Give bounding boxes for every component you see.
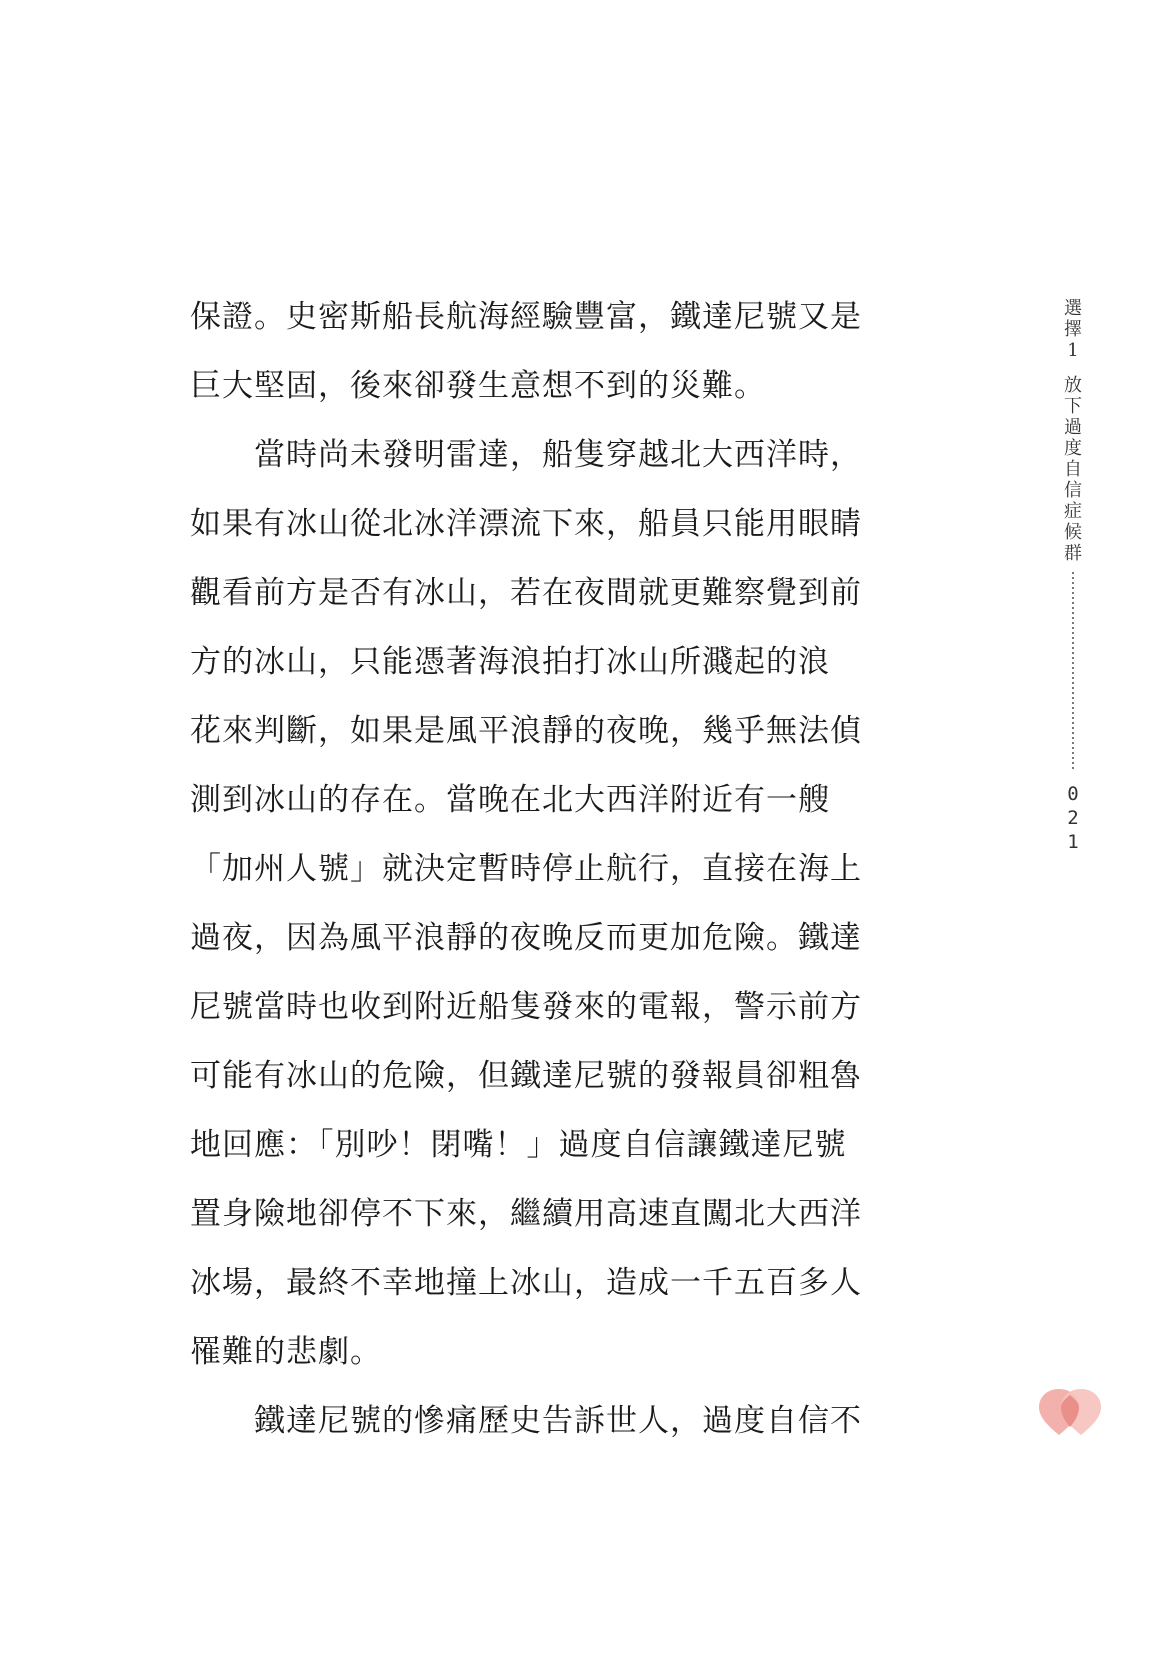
- body-line: 冰場，最終不幸地撞上冰山，造成一千五百多人: [190, 1265, 862, 1301]
- running-head-char: 1: [1067, 340, 1079, 361]
- body-line: 尼號當時也收到附近船隻發來的電報，警示前方: [190, 989, 862, 1025]
- running-head-char: 信: [1064, 480, 1082, 501]
- running-head-char: 1: [1067, 831, 1079, 853]
- running-head-char: 0: [1067, 783, 1079, 805]
- body-line: 測到冰山的存在。當晚在北大西洋附近有一艘: [190, 782, 830, 818]
- running-head-char: 擇: [1064, 319, 1082, 340]
- body-line: 可能有冰山的危險，但鐵達尼號的發報員卻粗魯: [190, 1058, 862, 1094]
- chapter-title: [1058, 375, 1088, 564]
- heart-icon: [1035, 1383, 1105, 1439]
- running-head-char: 下: [1064, 396, 1082, 417]
- body-line: 當時尚未發明雷達，船隻穿越北大西洋時，: [254, 437, 862, 473]
- running-head-char: 2: [1067, 807, 1079, 829]
- body-line: 鐵達尼號的慘痛歷史告訴世人，過度自信不: [254, 1403, 862, 1439]
- running-head-char: 自: [1064, 459, 1082, 480]
- running-head-char: 候: [1064, 522, 1082, 543]
- body-line: 地回應：「別吵！閉嘴！」過度自信讓鐵達尼號: [190, 1127, 847, 1163]
- running-head: [1058, 298, 1088, 854]
- body-text: [190, 283, 880, 1456]
- body-line: 置身險地卻停不下來，繼續用高速直闖北大西洋: [190, 1196, 862, 1232]
- body-line: 方的冰山，只能憑著海浪拍打冰山所濺起的浪: [190, 644, 830, 680]
- running-head-char: 度: [1064, 438, 1082, 459]
- running-head-char: 選: [1064, 298, 1082, 319]
- running-head-char: 放: [1064, 375, 1082, 396]
- running-head-char: 群: [1064, 543, 1082, 564]
- body-line: 過夜，因為風平浪靜的夜晚反而更加危險。鐵達: [190, 920, 862, 956]
- page-number: [1058, 782, 1088, 854]
- body-line: 罹難的悲劇。: [190, 1334, 382, 1370]
- body-line: 「加州人號」就決定暫時停止航行，直接在海上: [190, 851, 862, 887]
- body-line: 如果有冰山從北冰洋漂流下來，船員只能用眼睛: [190, 506, 862, 542]
- body-line: 花來判斷，如果是風平浪靜的夜晚，幾乎無法偵: [190, 713, 862, 749]
- body-line: 觀看前方是否有冰山，若在夜間就更難察覺到前: [190, 575, 862, 611]
- dotted-leader: [1072, 572, 1074, 772]
- body-line: 保證。史密斯船長航海經驗豐富，鐵達尼號又是: [190, 299, 862, 335]
- running-head-char: 過: [1064, 417, 1082, 438]
- body-line: 巨大堅固，後來卻發生意想不到的災難。: [190, 368, 766, 404]
- chapter-label: [1058, 298, 1088, 361]
- running-head-char: 症: [1064, 501, 1082, 522]
